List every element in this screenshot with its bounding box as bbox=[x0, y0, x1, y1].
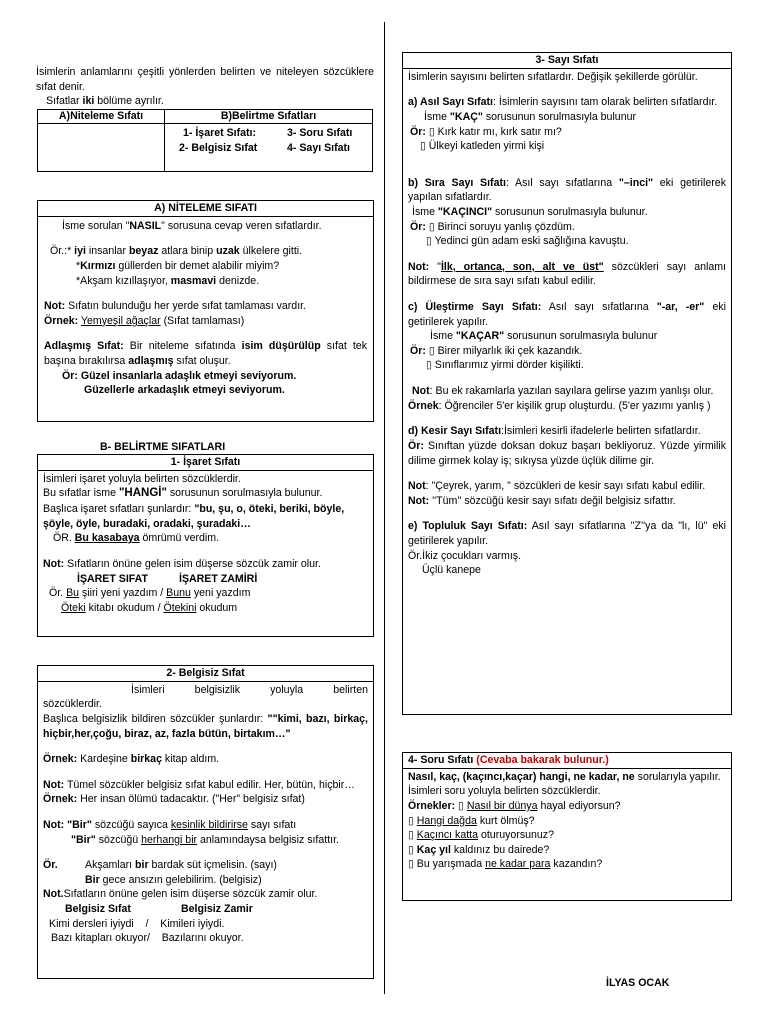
types-b-row1: 1- İşaret Sıfatı: 3- Soru Sıfatı bbox=[183, 127, 353, 139]
isaret-headers: İŞARET SIFAT İŞARET ZAMİRİ bbox=[77, 572, 258, 585]
author: İLYAS OCAK bbox=[606, 977, 670, 989]
soru-l2: İsimleri soru yoluyla belirten sözcüklerdir. bbox=[408, 785, 601, 798]
soru-ex3: ▯ Kaçıncı katta oturuyorsunuz? bbox=[408, 829, 554, 842]
belgisiz-l1: İsimleri belgisizlik yoluyla belirten sözcüklerdir. bbox=[43, 683, 368, 711]
belgisiz-title: 2- Belgisiz Sıfat bbox=[38, 666, 373, 682]
asil-ex2: ▯ Ülkeyi katleden yirmi kişi bbox=[420, 140, 545, 153]
belgisiz-headers: Belgisiz Sıfat Belgisiz Zamir bbox=[65, 903, 253, 916]
niteleme-title: A) NİTELEME SIFATI bbox=[38, 201, 373, 217]
topluluk-ex1: Ör.İkiz çocukları varmış. bbox=[408, 549, 522, 562]
uleştirme-ornek: Örnek: Öğrenciler 5'er kişilik grup oluşturdu. (5'er yazımı yanlış ) bbox=[408, 399, 711, 412]
sira-ex1: Ör: ▯ Birinci soruyu yanlış çözdüm. bbox=[410, 220, 575, 233]
isaret-l2: Bu sıfatlar isme "HANGİ" sorusunun sorulmasıyla bulunur. bbox=[43, 487, 323, 500]
asil-ex1: Ör: ▯ Kırk katır mı, kırk satır mı? bbox=[410, 125, 562, 138]
belgisiz-box bbox=[37, 665, 374, 979]
kesir-ex: Ör: Sınıftan yüzde doksan dokuz başarı bekliyoruz. Yüzde yirmilik dilime girmek kolay iş; sıkıysa yüzde üçlük dilime gir. bbox=[408, 439, 726, 467]
sira-ex2: ▯ Yedinci gün adam eski sağlığına kavuştu. bbox=[426, 235, 629, 248]
uleştirme-not: Not: Bu ek rakamlarla yazılan sayılara gelirse yazım yanlışı olur. bbox=[412, 385, 714, 398]
belgisiz-ornek2: Örnek: Her insan ölümü tadacaktır. ("Her" belgisiz sıfat) bbox=[43, 793, 305, 806]
soru-ex2: ▯ Hangi dağda kurt ölmüş? bbox=[408, 814, 535, 827]
kesir-def: d) Kesir Sayı Sıfatı:İsimleri kesirli ifadelerle belirten sıfatlardır. bbox=[408, 425, 701, 438]
belgisiz-l2: Başlıca belgisizlik bildiren sözcükler şunlardır: ""kimi, bazı, birkaç, hiçbir,her,çoğu, biraz, az, fazla bütün, birtakım…" bbox=[43, 712, 368, 740]
niteleme-ex1: Ör.:* iyi insanlar beyaz atlara binip uzak ülkelere gitti. bbox=[50, 245, 303, 258]
uleştirme-q: İsme "KAÇAR" sorusunun sorulmasıyla bulunur bbox=[430, 330, 658, 343]
asil-q: İsme "KAÇ" sorusunun sorulmasıyla bulunur bbox=[424, 110, 637, 123]
types-b-row2: 2- Belgisiz Sıfat 4- Sayı Sıfatı bbox=[179, 142, 350, 155]
soru-ex1: Örnekler: ▯ Nasıl bir dünya hayal ediyorsun? bbox=[408, 799, 621, 812]
sira-not: Not: "İlk, ortanca, son, alt ve üst" sözcükleri sayı anlamı bildirmese de sıra sayı sıfatı kabul edilir. bbox=[408, 260, 726, 288]
niteleme-not: Not: Sıfatın bulunduğu her yerde sıfat tamlaması vardır. bbox=[44, 300, 307, 313]
soru-ex4: ▯ Kaç yıl kaldınız bu dairede? bbox=[408, 843, 550, 856]
belgisiz-row2: Bazı kitapları okuyor/ Bazılarını okuyor. bbox=[51, 932, 244, 945]
sayi-title: 3- Sayı Sıfatı bbox=[403, 53, 731, 69]
isaret-row1: Ör. Bu şiiri yeni yazdım / Bunu yeni yazdım bbox=[49, 587, 251, 600]
soru-title: 4- Soru Sıfatı (Cevaba bakarak bulunur.) bbox=[403, 753, 731, 769]
isaret-title: 1- İşaret Sıfatı bbox=[38, 455, 373, 471]
intro-definition: İsimlerin anlamlarını çeşitli yönlerden belirten ve niteleyen sözcüklere sıfat denir. bbox=[36, 66, 374, 93]
adlasmis-def: Adlaşmış Sıfat: Bir niteleme sıfatında isim düşürülüp sıfat tek başına bırakılırsa adlaşmış sıfat oluşur. bbox=[44, 340, 367, 367]
isaret-l3: Başlıca işaret sıfatları şunlardır: "bu, şu, o, öteki, beriki, böyle, şöyle, öyle, buradaki, oradaki, şuradaki… bbox=[43, 503, 345, 530]
soru-title-note: (Cevaba bakarak bulunur.) bbox=[476, 754, 609, 766]
niteleme-ornek: Örnek: Yemyeşil ağaçlar (Sıfat tamlaması) bbox=[44, 314, 245, 327]
belgisiz-or1: Ör. Akşamları bir bardak süt içmelisin. (sayı) bbox=[43, 859, 277, 872]
sira-def: b) Sıra Sayı Sıfatı: Asıl sayı sıfatlarına "–inci" eki getirilerek yapılan sıfatlardır. bbox=[408, 176, 726, 204]
sayi-intro: İsimlerin sayısını belirten sıfatlardır. Değişik şekillerde görülür. bbox=[408, 70, 698, 83]
kesir-not2: Not: ''Tüm'' sözcüğü kesir sayı sıfatı değil belgisiz sıfattır. bbox=[408, 494, 676, 507]
isaret-l4: ÖR. Bu kasabaya ömrümü verdim. bbox=[53, 532, 220, 545]
belgisiz-ornek: Örnek: Kardeşine birkaç kitap aldım. bbox=[43, 753, 220, 766]
types-table bbox=[37, 109, 373, 172]
uleştirme-ex1: Ör: ▯ Birer milyarlık iki çek kazandık. bbox=[410, 344, 583, 357]
isaret-row2: Öteki kitabı okudum / Ötekini okudum bbox=[61, 601, 238, 614]
topluluk-def: e) Topluluk Sayı Sıfatı: Asıl sayı sıfatlarına ''Z''ya da "lı, lü" eki getirilerek yapılır. bbox=[408, 520, 726, 547]
kesir-not1: Not: "Çeyrek, yarım, " sözcükleri de kesir sayı sıfatı kabul edilir. bbox=[408, 480, 706, 493]
niteleme-ex2: *Kırmızı güllerden bir demet alabilir miyim? bbox=[76, 259, 280, 272]
isaret-l1: İsimleri işaret yoluyla belirten sözcüklerdir. bbox=[43, 472, 241, 485]
niteleme-def: İsme sorulan "NASIL" sorusuna cevap veren sıfatlardır. bbox=[62, 219, 322, 232]
asil-def: a) Asıl Sayı Sıfatı: İsimlerin sayısını tam olarak belirten sıfatlardır. bbox=[408, 96, 718, 109]
belgisiz-not1: Not: Tümel sözcükler belgisiz sıfat kabul edilir. Her, bütün, hiçbir… bbox=[43, 778, 355, 791]
soru-l1: Nasıl, kaç, (kaçıncı,kaçar) hangi, ne kadar, ne sorularıyla yapılır. bbox=[408, 770, 721, 783]
types-col-b: B)Belirtme Sıfatları bbox=[165, 110, 373, 124]
intro bbox=[36, 65, 374, 109]
belirtme-heading: B- BELİRTME SIFATLARI bbox=[100, 441, 226, 453]
adlasmis-ex2: Güzellerle arkadaşlık etmeyi seviyorum. bbox=[84, 384, 285, 397]
belgisiz-not2: Not: "Bir" sözcüğü sayıca kesinlik bildirirse sayı sıfatı bbox=[43, 818, 297, 831]
belgisiz-row1: Kimi dersleri iyiydi / Kimileri iyiydi. bbox=[49, 917, 225, 930]
sira-q: İsme "KAÇINCI" sorusunun sorulmasıyla bulunur. bbox=[412, 205, 648, 218]
column-divider bbox=[384, 22, 385, 994]
soru-box bbox=[402, 752, 732, 901]
sayi-box bbox=[402, 52, 732, 715]
uleştirme-def: c) Üleştirme Sayı Sıfatı: Asıl sayı sıfatlarına "-ar, -er" eki getirilerek yapılır. bbox=[408, 301, 726, 328]
belgisiz-not4: Not.Sıfatların önüne gelen isim düşerse sözcük zamir olur. bbox=[43, 888, 318, 901]
adlasmis-ex1: Ör: Güzel insanlarla adaşlık etmeyi seviyorum. bbox=[62, 369, 297, 382]
belgisiz-not3: "Bir" sözcüğü herhangi bir anlamındaysa belgisiz sıfattır. bbox=[71, 833, 339, 846]
niteleme-ex3: *Akşam kızıllaşıyor, masmavi denizde. bbox=[76, 274, 260, 287]
topluluk-ex2: Üçlü kanepe bbox=[422, 564, 481, 577]
intro-parts: Sıfatlar iki bölüme ayrılır. bbox=[46, 95, 164, 108]
belgisiz-or2: Bir gece ansızın gelebilirim. (belgisiz) bbox=[85, 873, 262, 886]
uleştirme-ex2: ▯ Sınıflarımız yirmi dörder kişilikti. bbox=[426, 359, 584, 372]
soru-ex5: ▯ Bu yarışmada ne kadar para kazandın? bbox=[408, 858, 603, 871]
types-col-a: A)Niteleme Sıfatı bbox=[38, 110, 165, 124]
isaret-box bbox=[37, 454, 374, 637]
isaret-not: Not: Sıfatların önüne gelen isim düşerse sözcük zamir olur. bbox=[43, 558, 321, 570]
niteleme-box bbox=[37, 200, 374, 422]
